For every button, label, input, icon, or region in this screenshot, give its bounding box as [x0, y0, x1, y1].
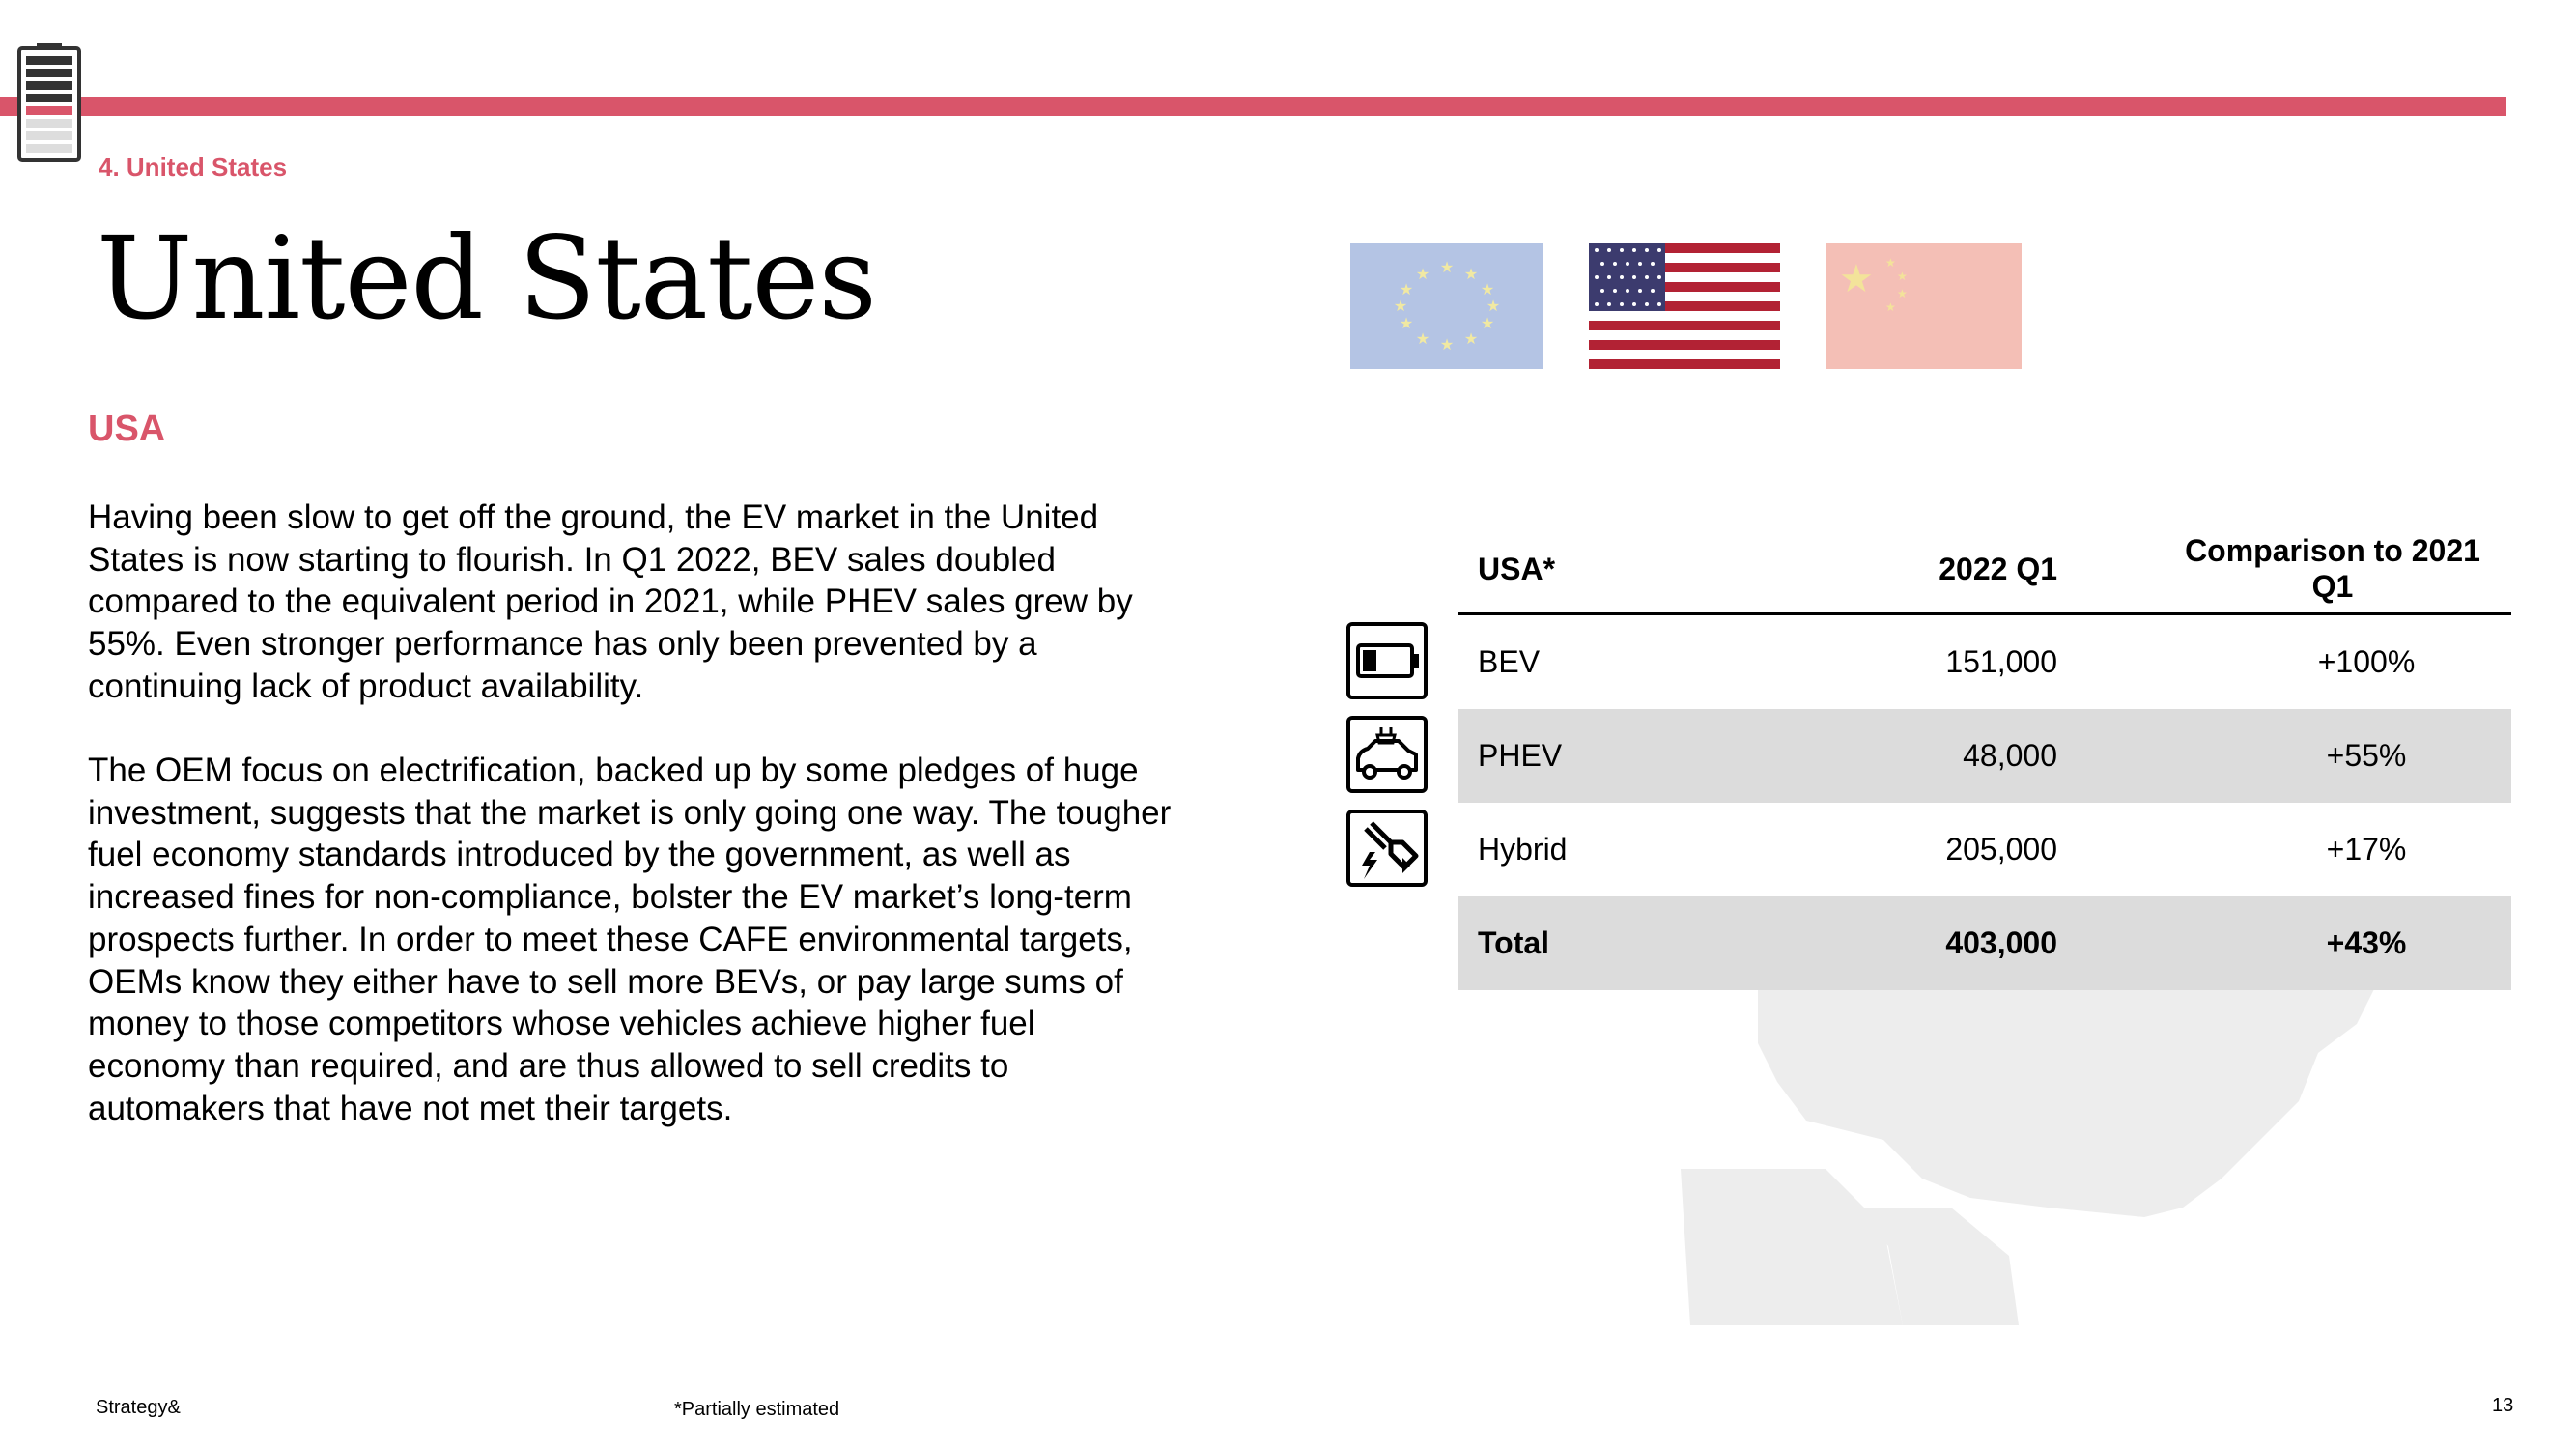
svg-text:★: ★	[1415, 329, 1430, 348]
row-value: 403,000	[1729, 896, 2154, 990]
svg-text:★: ★	[1463, 265, 1479, 283]
battery-icon	[1346, 622, 1428, 699]
footer-brand: Strategy&	[96, 1397, 181, 1418]
page-number: 13	[2492, 1395, 2514, 1416]
row-change: +43%	[2154, 896, 2511, 990]
svg-text:★: ★	[1399, 280, 1414, 298]
table-row	[1458, 709, 2511, 803]
table-row	[1458, 614, 2511, 710]
header-accent-bar	[0, 97, 2506, 116]
usa-map-silhouette	[1681, 985, 2386, 1325]
svg-text:★: ★	[1439, 258, 1455, 276]
row-label: BEV	[1478, 644, 1541, 679]
eu-flag	[1350, 243, 1543, 369]
row-label: PHEV	[1458, 709, 1729, 803]
row-label: Total	[1458, 896, 1729, 990]
column-header: Comparison to 2021 Q1	[2154, 526, 2511, 614]
svg-text:★: ★	[1486, 297, 1501, 315]
svg-text:★: ★	[1415, 265, 1430, 283]
section-label: 4. United States	[99, 153, 288, 182]
svg-text:★: ★	[1897, 287, 1908, 300]
column-header: USA*	[1458, 526, 1729, 614]
svg-text:★: ★	[1480, 280, 1495, 298]
fuel-pump-lightning-icon	[1346, 810, 1428, 887]
column-header: 2022 Q1	[1729, 526, 2154, 614]
svg-text:★: ★	[1885, 300, 1896, 314]
body-paragraph: Having been slow to get off the ground, the EV market in the United States is now starting to flourish. In Q1 2022, BEV sales doubled compared to the equivalent period in 2021, while PHEV sales grew by 55%. Even stronger performance has only been prevented by a continuing lack of product availability.	[88, 498, 1133, 705]
svg-text:★: ★	[1885, 256, 1896, 270]
body-paragraph: The OEM focus on electrification, backed up by some pledges of huge investment, suggests that the market is only going one way. The tougher fuel economy standards introduced by the government, as well as increased fines for non-compliance, bolster the EV market’s long-term prospects further. In order to meet these CAFE environmental targets, OEMs know they either have to sell more BEVs, or pay large sums of money to those competitors whose vehicles achieve higher fuel economy than required, and are thus allowed to sell credits to automakers that have not met their targets.	[88, 752, 1172, 1127]
page-title: United States	[97, 212, 876, 345]
row-value: 48,000	[1729, 709, 2154, 803]
svg-text:★: ★	[1463, 329, 1479, 348]
battery-logo-icon	[17, 43, 81, 162]
subheading: USA	[88, 409, 166, 449]
svg-text:★: ★	[1399, 314, 1414, 332]
table-header-row	[1458, 526, 2511, 614]
row-label: Hybrid	[1478, 832, 1568, 867]
row-value: 205,000	[1945, 832, 2057, 867]
us-flag	[1589, 243, 1780, 369]
table-row	[1458, 803, 2511, 896]
svg-text:★: ★	[1480, 314, 1495, 332]
row-change: +17%	[2326, 832, 2407, 867]
footnote: *Partially estimated	[674, 1399, 840, 1420]
row-change: +55%	[2154, 709, 2511, 803]
svg-text:★: ★	[1393, 297, 1408, 315]
row-change: +100%	[2317, 644, 2416, 679]
svg-text:★: ★	[1897, 270, 1908, 283]
plug-in-car-icon	[1346, 716, 1428, 793]
china-flag	[1826, 243, 2022, 369]
svg-text:★: ★	[1839, 257, 1874, 301]
table-total-row	[1458, 896, 2511, 990]
row-value: 151,000	[1945, 644, 2057, 679]
svg-text:★: ★	[1439, 335, 1455, 354]
sales-table	[1458, 526, 2511, 990]
